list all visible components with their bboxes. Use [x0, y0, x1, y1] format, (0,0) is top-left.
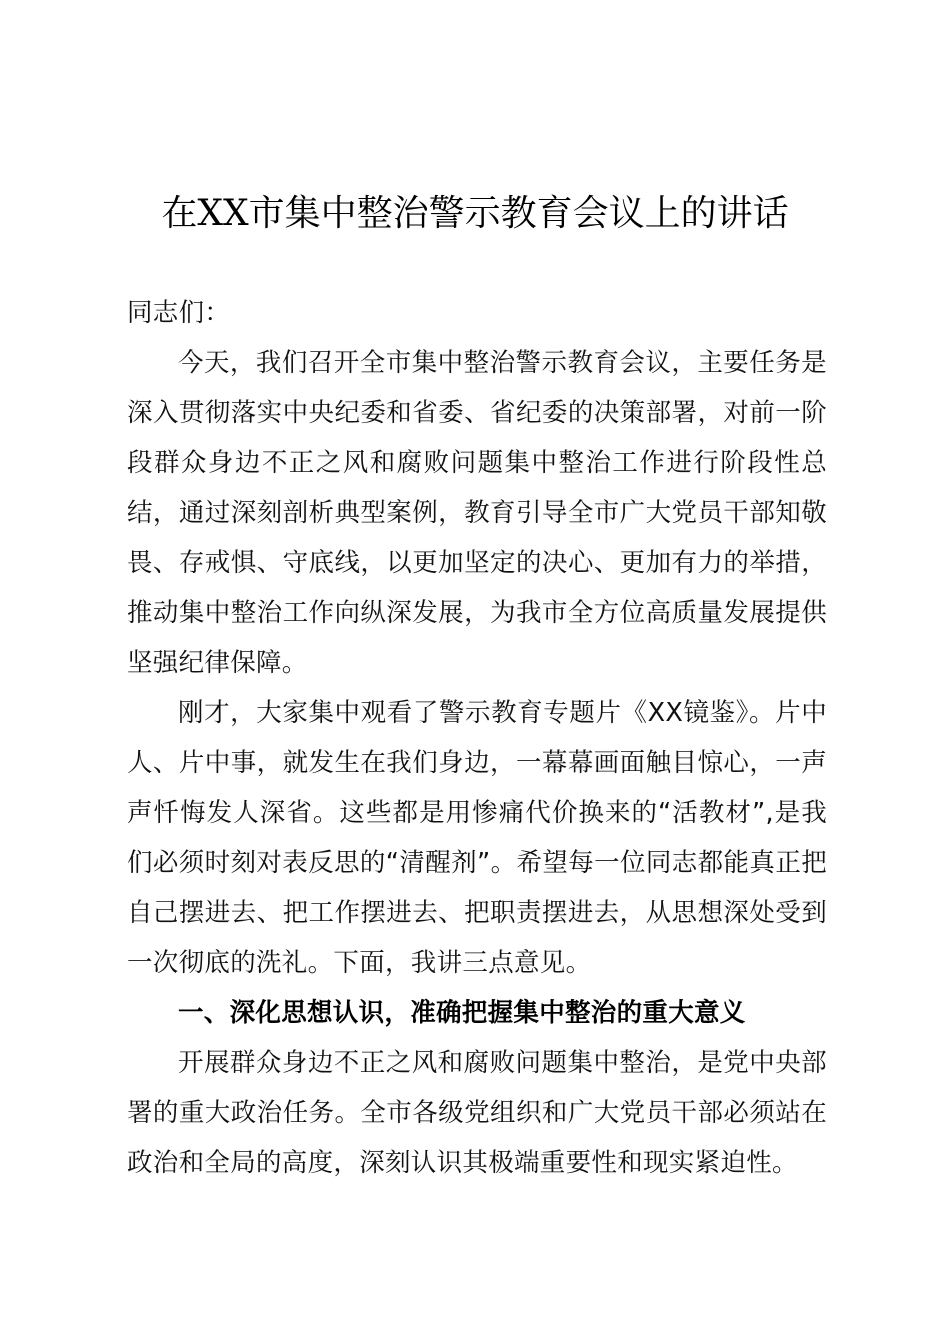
paragraph-intro: 今天，我们召开全市集中整治警示教育会议，主要任务是深入贯彻落实中央纪委和省委、省纪委的决策部署，对前一阶段群众身边不正之风和腐败问题集中整治工作进行阶段性总结，通过深刻剖析典型案例，教育引导全市广大党员干部知敬畏、存戒惧、守底线，以更加坚定的决心、更加有力的举措，推动集中整治工作向纵深发展，为我市全方位高质量发展提供坚强纪律保障。	[127, 348, 827, 678]
section-heading: 一、深化思想认识，准确把握集中整治的重大意义	[178, 998, 746, 1028]
salutation: 同志们：	[127, 298, 231, 328]
document-body	[127, 288, 827, 1188]
document-title: 在XX市集中整治警示教育会议上的讲话	[161, 193, 789, 234]
section-paragraph: 开展群众身边不正之风和腐败问题集中整治，是党中央部署的重大政治任务。全市各级党组织和广大党员干部必须站在政治和全局的高度，深刻认识其极端重要性和现实紧迫性。	[127, 1048, 827, 1178]
paragraph-film: 刚才，大家集中观看了警示教育专题片《XX镜鉴》。片中人、片中事，就发生在我们身边，一幕幕画面触目惊心，一声声忏悔发人深省。这些都是用惨痛代价换来的“活教材”,是我们必须时刻对表反思的“清醒剂”。希望每一位同志都能真正把自己摆进去、把工作摆进去、把职责摆进去，从思想深处受到一次彻底的洗礼。下面，我讲三点意见。	[127, 698, 827, 978]
